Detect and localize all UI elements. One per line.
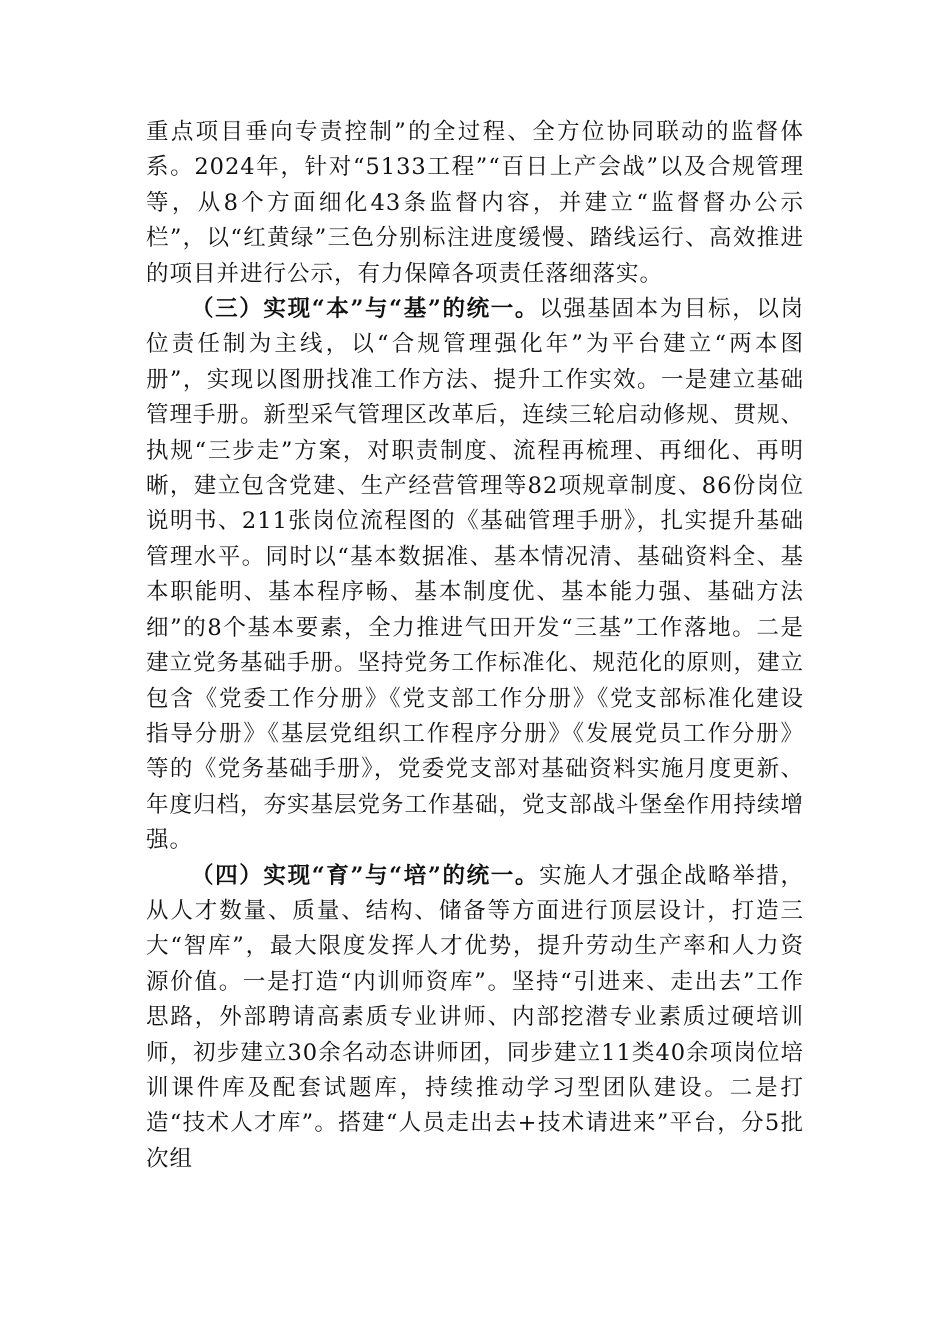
paragraph-1 <box>146 115 804 292</box>
paragraph-2 <box>146 292 804 859</box>
paragraph-1-text: 重点项目垂向专责控制”的全过程、全方位协同联动的监督体系。2024年，针对“5133工程”“百日上产会战”以及合规管理等，从8个方面细化43条监督内容，并建立“监督督办公示栏”，以“红黄绿”三色分别标注进度缓慢、踏线运行、高效推进的项目并进行公示，有力保障各项责任落细落实。 <box>146 119 804 287</box>
paragraph-3 <box>146 859 804 1178</box>
paragraph-2-text: 以强基固本为目标，以岗位责任制为主线，以“合规管理强化年”为平台建立“两本图册”，实现以图册找准工作方法、提升工作实效。一是建立基础管理手册。新型采气管理区改革后，连续三轮启动修规、贯规、执规“三步走”方案，对职责制度、流程再梳理、再细化、再明晰，建立包含党建、生产经营管理等82项规章制度、86份岗位说明书、211张岗位流程图的《基础管理手册》，扎实提升基础管理水平。同时以“基本数据准、基本情况清、基础资料全、基本职能明、基本程序畅、基本制度优、基本能力强、基础方法细”的8个基本要素，全力推进气田开发“三基”工作落地。二是建立党务基础手册。坚持党务工作标准化、规范化的原则，建立包含《党委工作分册》《党支部工作分册》《党支部标准化建设指导分册》《基层党组织工作程序分册》《发展党员工作分册》等的《党务基础手册》，党委党支部对基础资料实施月度更新、年度归档，夯实基层党务工作基础，党支部战斗堡垒作用持续增强。 <box>146 296 805 854</box>
section-heading-3: （三）实现“本”与“基”的统一。 <box>191 296 540 323</box>
paragraph-3-text: 实施人才强企战略举措，从人才数量、质量、结构、储备等方面进行顶层设计，打造三大“智库”，最大限度发挥人才优势，提升劳动生产率和人力资源价值。一是打造“内训师资库”。坚持“引进来、走出去”工作思路，外部聘请高素质专业讲师、内部挖潜专业素质过硬培训师，初步建立30余名动态讲师团，同步建立11类40余项岗位培训课件库及配套试题库，持续推动学习型团队建设。二是打造“技术人才库”。搭建“人员走出去+技术请进来”平台，分5批次组 <box>146 862 804 1172</box>
section-heading-4: （四）实现“育”与“培”的统一。 <box>191 862 540 889</box>
